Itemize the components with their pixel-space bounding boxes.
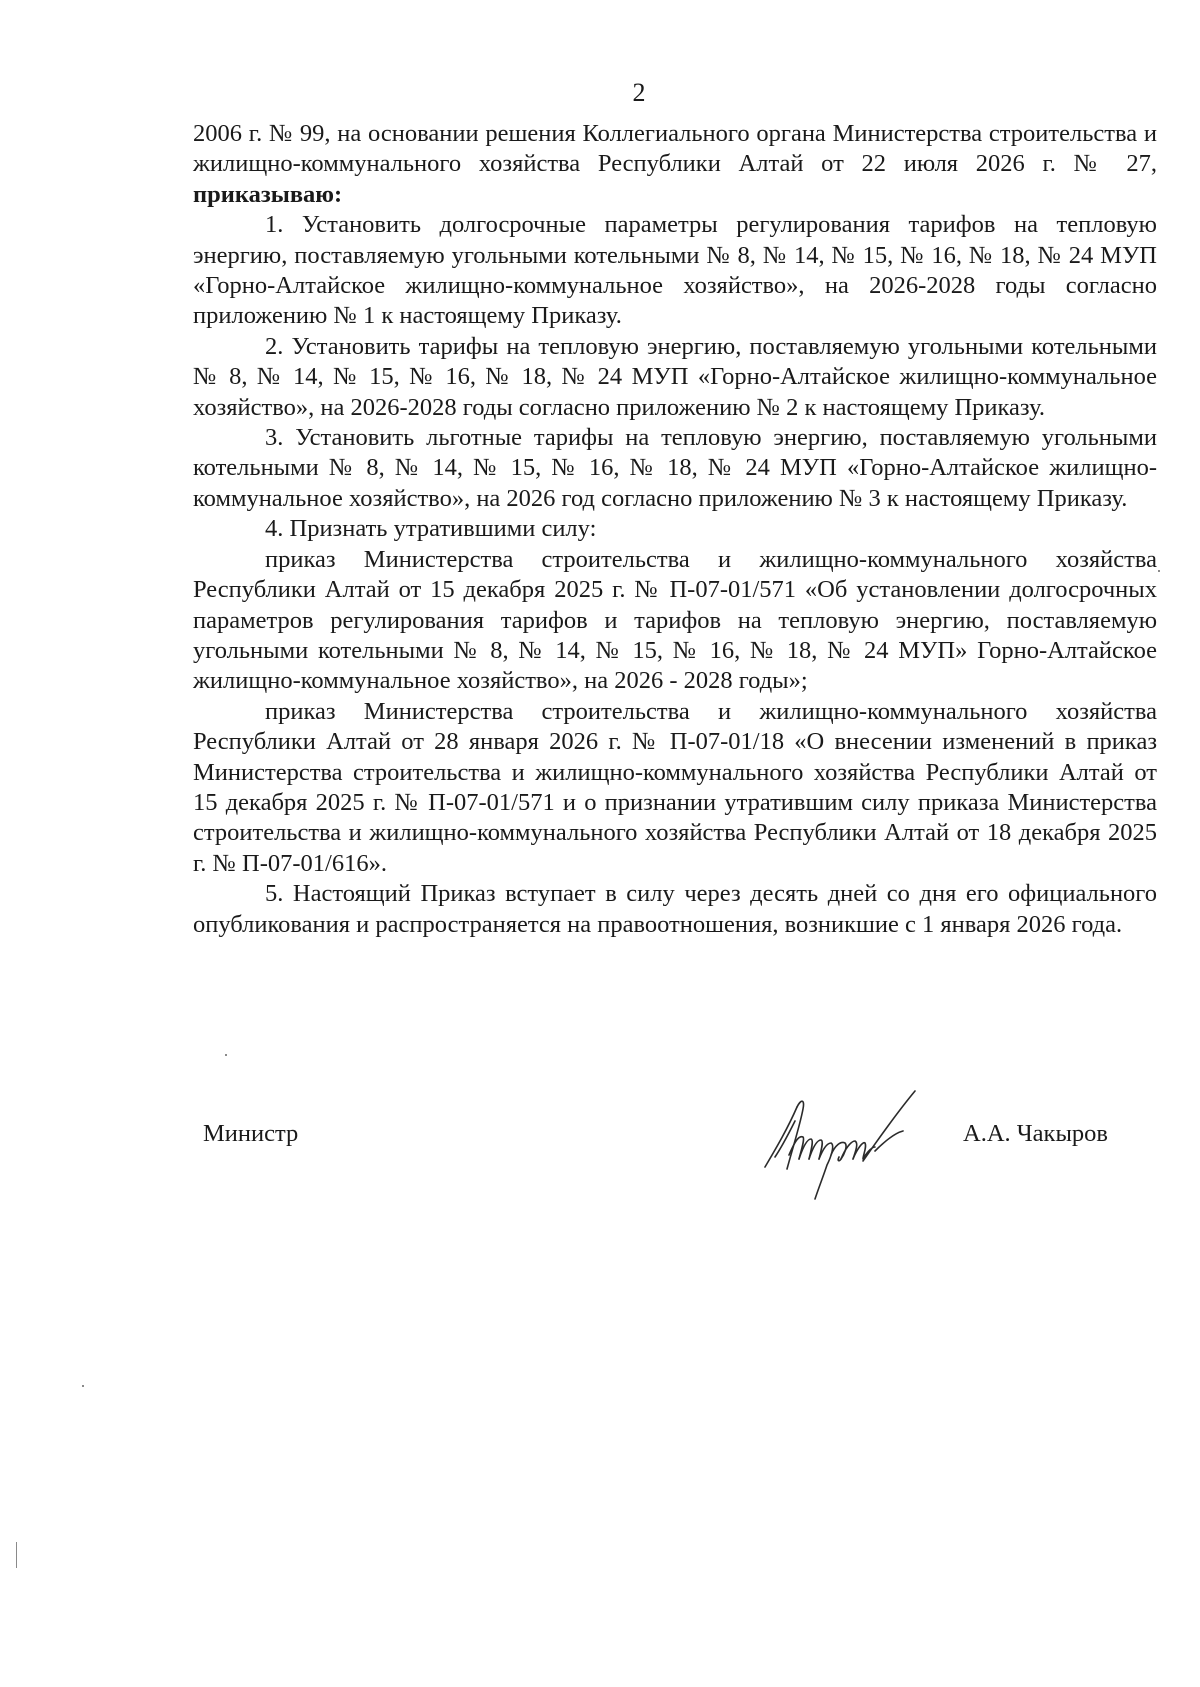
clause-3: 3. Установить льготные тарифы на тепловую энергию, поставляемую угольными котельными № 8, № 14, № 15, № 16, № 18, № 24 МУП «Горно-Алтайское жилищно-коммунальное хозяйство», на 2026 год согласно приложению № 3 к настоящему Приказу. — [193, 424, 1157, 512]
clause-4-item-1: приказ Министерства строительства и жилищно-коммунального хозяйства Республики Алтай от 15 декабря 2025 г. № П-07-01/571 «Об установлении долгосрочных параметров регулирования тарифов и тарифов на тепловую энергию, поставляемую угольными котельными № 8, № 14, № 15, № 16, № 18, № 24 МУП» Горно-Алтайское жилищно-коммунальное хозяйство», на 2026 - 2028 годы»; — [193, 545, 1157, 695]
order-keyword: приказываю: — [193, 180, 343, 208]
clause-4-item-2: приказ Министерства строительства и жилищно-коммунального хозяйства Республики Алтай от 28 января 2026 г. № П-07-01/18 «О внесении изменений в приказ Министерства строительства и жилищно-коммунального хозяйства Республики Алтай от 15 декабря 2025 г. № П-07-01/571 и о признании утратившим силу приказа Министерства строительства и жилищно-коммунального хозяйства Республики Алтай от 18 декабря 2025 г. № П-07-01/616». — [193, 697, 1157, 877]
signature-block — [0, 1085, 1200, 1215]
clause-1: 1. Установить долгосрочные параметры регулирования тарифов на тепловую энергию, поставляемую угольными котельными № 8, № 14, № 15, № 16, № 18, № 24 МУП «Горно-Алтайское жилищно-коммунальное хозяйство», на 2026-2028 годы согласно приложению № 1 к настоящему Приказу. — [193, 211, 1157, 330]
scan-artifact-left — [16, 1542, 17, 1568]
signatory-name: А.А. Чакыров — [963, 1120, 1108, 1147]
signatory-role: Министр — [203, 1120, 299, 1147]
signature-strokes — [765, 1091, 915, 1199]
clause-5: 5. Настоящий Приказ вступает в силу через десять дней со дня его официального опубликования и распространяется на правоотношения, возникшие с 1 января 2026 года. — [193, 880, 1157, 938]
page-number: 2 — [632, 78, 646, 107]
document-body — [193, 119, 1157, 940]
clause-2: 2. Установить тарифы на тепловую энергию, поставляемую угольными котельными № 8, № 14, № 15, № 16, № 18, № 24 МУП «Горно-Алтайское жилищно-коммунальное хозяйство», на 2026-2028 годы согласно приложению № 2 к настоящему Приказу. — [193, 332, 1157, 421]
scan-artifact-dot-2 — [82, 1385, 84, 1387]
intro-paragraph — [193, 119, 1157, 210]
scan-artifact-dot-3 — [225, 1054, 227, 1056]
handwritten-signature — [745, 1085, 945, 1210]
clause-4: 4. Признать утратившими силу: — [265, 515, 597, 543]
scan-artifact-dot-1 — [1158, 570, 1160, 572]
intro-text: 2006 г. № 99, на основании решения Коллегиального органа Министерства строительства и жилищно-коммунального хозяйства Республики Алтай от 22 июля 2026 г. № 27, — [193, 120, 1157, 178]
